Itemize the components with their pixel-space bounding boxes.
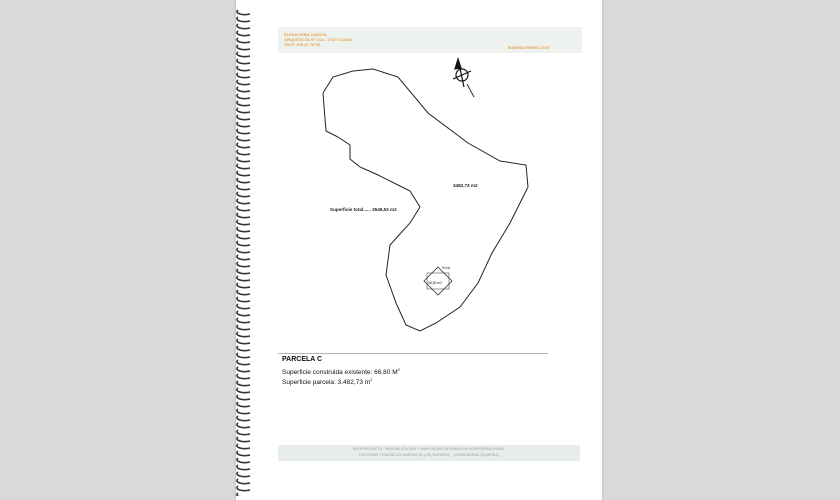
spiral-coil xyxy=(237,465,250,470)
ruins-area-label: 66,80 m2 xyxy=(428,281,443,285)
document-date: MADRID ENERO 2010 xyxy=(508,45,550,50)
spiral-coil xyxy=(237,150,250,155)
spiral-coil xyxy=(237,220,250,225)
spiral-coil xyxy=(237,59,250,64)
parcela-title: PARCELA C xyxy=(282,356,323,363)
spiral-coil xyxy=(237,388,250,393)
plot-surface-label: Superficie parcela: 3.482,73 m xyxy=(282,379,371,387)
spiral-coil xyxy=(237,122,250,127)
area-plot-label: 3482,73 m2 xyxy=(453,183,478,188)
spiral-coil xyxy=(237,318,250,323)
spiral-coil xyxy=(237,52,250,57)
ruins-label: Ruina xyxy=(442,266,451,270)
architect-phone: TELF: 609 47 75 30 xyxy=(284,42,320,47)
spiral-coil xyxy=(237,339,250,344)
spiral-coil xyxy=(237,129,250,134)
spiral-coil xyxy=(237,241,250,246)
plot-surface xyxy=(282,377,372,386)
north-arrow-icon xyxy=(453,59,474,97)
section-divider xyxy=(278,353,548,354)
spiral-coil xyxy=(237,367,250,372)
spiral-coil xyxy=(237,458,250,463)
spiral-coil xyxy=(237,248,250,253)
spiral-coil xyxy=(237,157,250,162)
spiral-coil xyxy=(237,402,250,407)
spiral-coil xyxy=(237,206,250,211)
spiral-coil xyxy=(237,290,250,295)
spiral-coil xyxy=(237,136,250,141)
spiral-coil xyxy=(237,395,250,400)
spiral-coil xyxy=(237,311,250,316)
site-plan xyxy=(278,55,582,347)
spiral-coil xyxy=(237,185,250,190)
spiral-coil xyxy=(237,94,250,99)
spiral-coil xyxy=(237,199,250,204)
spiral-coil xyxy=(237,143,250,148)
spiral-coil xyxy=(237,472,250,477)
architect-name: ELENA VERA CUESTA xyxy=(284,32,327,37)
spiral-coil xyxy=(237,66,250,71)
spiral-coil xyxy=(237,325,250,330)
spiral-coil xyxy=(237,24,250,29)
spiral-coil xyxy=(237,213,250,218)
spiral-coil xyxy=(237,38,250,43)
spiral-coil xyxy=(237,493,250,496)
spiral-coil xyxy=(237,346,250,351)
spiral-coil xyxy=(237,444,250,449)
spiral-coil xyxy=(237,164,250,169)
plot-boundary xyxy=(323,69,528,331)
architect-registration: ARQUITECTA Nº COL: 17877 COAM xyxy=(284,37,352,42)
spiral-coil xyxy=(237,416,250,421)
area-total-label: Superficie total...... 3549,53 m2 xyxy=(330,207,397,212)
spiral-coil xyxy=(237,17,250,22)
spiral-coil xyxy=(237,262,250,267)
spiral-coil xyxy=(237,423,250,428)
spiral-coil xyxy=(237,192,250,197)
spiral-coil xyxy=(237,360,250,365)
spiral-coil xyxy=(237,374,250,379)
spiral-coil xyxy=(237,297,250,302)
spiral-coil xyxy=(237,101,250,106)
spiral-coil xyxy=(237,353,250,358)
spiral-coil xyxy=(237,178,250,183)
spiral-coil xyxy=(237,255,250,260)
spiral-coil xyxy=(237,430,250,435)
spiral-binding xyxy=(236,6,252,496)
footer-project-title: ANTEPROYECTO - REHABILITACION Y AMPLIACION DE RUINA EN HOSPEDERIA RURAL xyxy=(352,447,506,451)
spiral-coil xyxy=(237,227,250,232)
spiral-coil xyxy=(237,276,250,281)
spiral-coil xyxy=(237,437,250,442)
spiral-coil xyxy=(237,283,250,288)
spiral-coil xyxy=(237,479,250,484)
spiral-coil xyxy=(237,332,250,337)
spiral-coil xyxy=(237,80,250,85)
spiral-coil xyxy=(237,108,250,113)
plot-surface-unit-exponent: 2 xyxy=(370,377,373,382)
spiral-coil xyxy=(237,381,250,386)
spiral-coil xyxy=(237,45,250,50)
spiral-coil xyxy=(237,73,250,78)
spiral-coil xyxy=(237,409,250,414)
spiral-coil xyxy=(237,234,250,239)
spiral-coil xyxy=(237,486,250,491)
spiral-coil xyxy=(237,87,250,92)
footer-location: POLIGONO 7 PARCELAS ANEXAS 68 y 69, SAFARES _ CARBONERAS (ALMERIA) xyxy=(358,453,500,457)
built-surface-unit-exponent: 2 xyxy=(397,367,400,372)
spiral-coil xyxy=(237,10,250,15)
built-surface xyxy=(282,367,400,376)
spiral-coil xyxy=(237,171,250,176)
spiral-coil xyxy=(237,31,250,36)
spiral-coil xyxy=(237,269,250,274)
spiral-coil xyxy=(237,115,250,120)
spiral-coil xyxy=(237,304,250,309)
spiral-coil xyxy=(237,451,250,456)
built-surface-label: Superficie construida existente: 66.80 M xyxy=(282,369,398,377)
